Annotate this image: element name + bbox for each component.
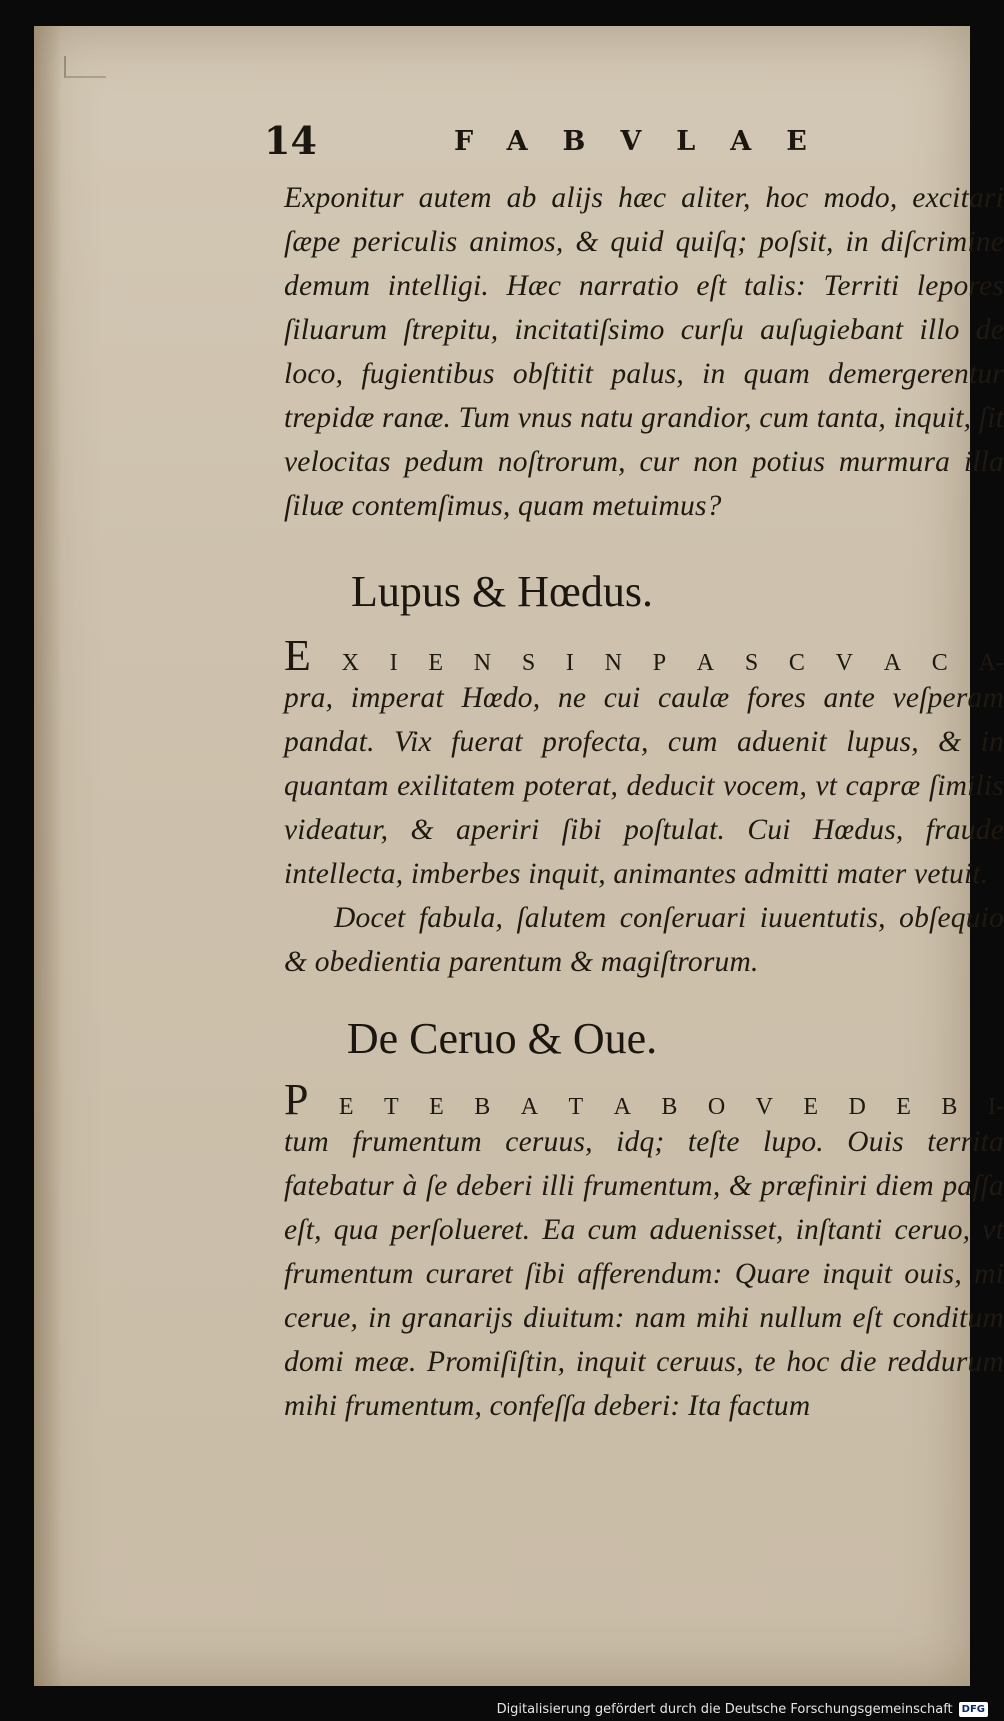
drop-letter: P (284, 1075, 309, 1124)
spaced-letter: B (941, 1094, 958, 1120)
spaced-letter: V (835, 650, 853, 676)
spaced-letter: T (384, 1094, 399, 1120)
paragraph-hares-and-frogs: Exponitur autem ab alijs hæc aliter, hoc modo, excitari ſæpe periculis animos, & quid quiſq; poſsit, in diſcrimine demum intelligi. Hæc narratio eſt talis: Territi lepores ſiluarum ſtrepitu, incitatiſsimo curſu auſugiebant illo de loco, fugientibus obſtitit palus, in quam demergerentur trepidæ ranæ. Tum vnus natu grandior, cum tanta, inquit, ſit velocitas pedum noſtrorum, cur non potius murmura illa ſiluæ contemſimus, quam metuimus? (284, 182, 1004, 522)
spaced-letter: S (744, 650, 759, 676)
spaced-letter: A (613, 1094, 631, 1120)
running-title: FABVLAE (454, 126, 842, 157)
opening-line (284, 1074, 1004, 1124)
spaced-letter: E (338, 1094, 354, 1120)
spaced-letter: S (521, 650, 536, 676)
fable-title-lupus-hoedus: Lupus & Hœdus. (351, 567, 653, 616)
spaced-letter: B (474, 1094, 491, 1120)
fable-ceruo-oue (284, 1074, 1004, 1428)
spaced-letter: A (696, 650, 715, 676)
spaced-letter: I (389, 650, 398, 676)
drop-letter: E (284, 631, 311, 680)
spaced-letter: E (428, 650, 444, 676)
fable-moral: Docet fabula, ſalutem conſeruari iuuentutis, obſequio & obedientia parentum & magiſtrorum. (284, 902, 1004, 978)
opening-line (284, 630, 1004, 680)
spaced-letter: A- (978, 650, 1004, 676)
digitization-credit (497, 1702, 988, 1717)
spaced-letter: A (520, 1094, 539, 1120)
spaced-letter: C (931, 650, 948, 676)
fable-title-ceruo-oue: De Ceruo & Oue. (346, 1014, 658, 1063)
spaced-letter: V (755, 1094, 773, 1120)
spaced-letter: A (883, 650, 902, 676)
dfg-logo: DFG (959, 1702, 988, 1717)
spaced-letter: P (652, 650, 667, 676)
fable-body: pra, imperat Hœdo, ne cui caulæ fores ante veſperam pandat. Vix fuerat profecta, cum aduenit lupus, & in quantam exilitatem poterat, deducit vocem, vt capræ ſimilis videatur, & aperiri ſibi poſtulat. Cui Hœdus, fraude intellecta, imberbes inquit, animantes admitti mater vetuit. (284, 682, 1004, 890)
spaced-letter: T (568, 1094, 584, 1120)
spaced-letter: D (848, 1094, 866, 1120)
spaced-letter: E (429, 1094, 444, 1120)
fable-lupus-hoedus (284, 630, 1004, 984)
book-page (34, 26, 1004, 1686)
page-corner-mark (64, 56, 106, 78)
spaced-letter: X (341, 650, 359, 676)
spaced-letter: I- (987, 1094, 1004, 1120)
spaced-letter: C (788, 650, 805, 676)
spaced-letter: E (803, 1094, 819, 1120)
page-number: 14 (264, 118, 317, 163)
spaced-letter: I (565, 650, 574, 676)
spaced-letter: B (661, 1094, 678, 1120)
spaced-letter: N (604, 650, 622, 676)
spaced-letter: O (707, 1094, 726, 1120)
fable-body: tum frumentum ceruus, idq; teſte lupo. Ouis territa fatebatur à ſe deberi illi frumentum, & præfiniri diem paſſa eſt, qua perſolueret. Ea cum aduenisset, inſtanti ceruo, vt frumentum curaret ſibi afferendum: Quare inquit ouis, mi cerue, in granarijs diuitum: nam mihi nullum eſt conditum domi meæ. Promiſiſtin, inquit ceruus, te hoc die reddurum mihi frumentum, confeſſa deberi: Ita factum (284, 1126, 1004, 1422)
spaced-letter: E (896, 1094, 911, 1120)
credit-text: Digitalisierung gefördert durch die Deutsche Forschungsgemeinschaft (496, 1702, 953, 1717)
spaced-letter: N (473, 650, 492, 676)
